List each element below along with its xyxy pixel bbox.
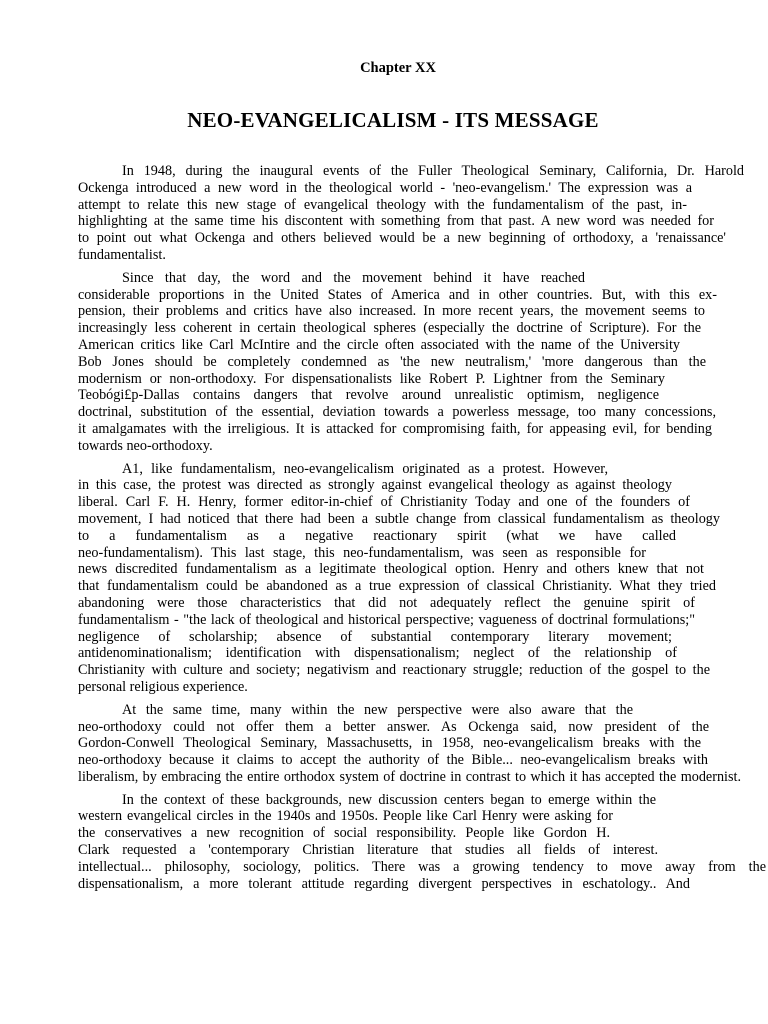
text-line: pension, their problems and critics have also increased. In more recent years, the movement seems to xyxy=(78,303,705,320)
text-line: dispensationalism, a more tolerant attitude regarding divergent perspectives in eschatology.. And xyxy=(78,875,690,892)
text-line: neo-orthodoxy because it claims to accept the authority of the Bible... neo-evangelicalism breaks with xyxy=(78,752,708,769)
paragraph-5 xyxy=(78,792,768,893)
paragraph-3 xyxy=(78,461,768,696)
text-line: it amalgamates with the irreligious. It is attacked for compromising faith, for appeasing evil, for bending xyxy=(78,420,712,437)
text-line: to a fundamentalism as a negative reactionary spirit (what we have called xyxy=(78,527,676,544)
text-line: Christianity with culture and society; negativism and reactionary struggle; reduction of the gospel to the xyxy=(78,662,710,679)
text-line: Clark requested a 'contemporary Christian literature that studies all fields of interest. xyxy=(78,842,658,859)
text-line: news discredited fundamentalism as a legitimate theological option. Henry and others knew that not xyxy=(78,561,704,578)
text-line: Teobógi£p-Dallas contains dangers that revolve around unrealistic optimism, negligence xyxy=(78,387,659,404)
text-line: Ockenga introduced a new word in the theological world - 'neo-evangelism.' The expression was a xyxy=(78,179,692,196)
text-line: to point out what Ockenga and others believed would be a new beginning of orthodoxy, a 'renaissance' xyxy=(78,230,726,247)
text-line: increasingly less coherent in certain theological spheres (especially the doctrine of Scripture). For the xyxy=(78,320,701,337)
text-line: considerable proportions in the United States of America and in other countries. But, with this ex- xyxy=(78,286,717,303)
text-line: Gordon-Conwell Theological Seminary, Massachusetts, in 1958, neo-evangelicalism breaks with the xyxy=(78,735,701,752)
text-line: Bob Jones should be completely condemned as 'the new neutralism,' 'more dangerous than the xyxy=(78,353,706,370)
page-title: NEO-EVANGELICALISM - ITS MESSAGE xyxy=(187,108,599,132)
text-line: abandoning were those characteristics that did not adequately reflect the genuine spirit of xyxy=(78,594,695,611)
text-line: At the same time, many within the new perspective were also aware that the xyxy=(122,701,633,718)
text-line: intellectual... philosophy, sociology, politics. There was a growing tendency to move away from the xyxy=(78,858,766,875)
text-line: In the context of these backgrounds, new discussion centers began to emerge within the xyxy=(122,791,656,808)
text-line: fundamentalism - "the lack of theological and historical perspective; vagueness of doctrinal formulations;" xyxy=(78,611,695,628)
text-line: movement, I had noticed that there had been a subtle change from classical fundamentalism as theology xyxy=(78,510,720,527)
text-line: liberal. Carl F. H. Henry, former editor-in-chief of Christianity Today and one of the founders of xyxy=(78,494,690,511)
text-line: A1, like fundamentalism, neo-evangelicalism originated as a protest. However, xyxy=(122,460,608,477)
text-line: highlighting at the same time his discontent with something from that past. A new word was needed for xyxy=(78,213,714,230)
text-line: fundamentalist. xyxy=(78,246,166,263)
paragraph-4 xyxy=(78,702,768,786)
text-line: western evangelical circles in the 1940s and 1950s. People like Carl Henry were asking for xyxy=(78,808,613,825)
document-body xyxy=(78,163,768,898)
text-line: modernism or non-orthodoxy. For dispensationalists like Robert P. Lightner from the Seminary xyxy=(78,370,665,387)
text-line: personal religious experience. xyxy=(78,678,248,695)
text-line: that fundamentalism could be abandoned as a true expression of classical Christianity. What they tried xyxy=(78,578,716,595)
text-line: in this case, the protest was directed as strongly against evangelical theology as against theology xyxy=(78,477,672,494)
text-line: the conservatives a new recognition of social responsibility. People like Gordon H. xyxy=(78,825,610,842)
text-line: American critics like Carl McIntire and the circle often associated with the name of the University xyxy=(78,336,680,353)
paragraph-2 xyxy=(78,270,768,455)
chapter-label: Chapter XX xyxy=(360,60,436,76)
text-line: neo-orthodoxy could not offer them a better answer. As Ockenga said, now president of the xyxy=(78,718,709,735)
text-line: liberalism, by embracing the entire orthodox system of doctrine in contrast to which it has accepted the modernist. xyxy=(78,768,741,785)
text-line: negligence of scholarship; absence of substantial contemporary literary movement; xyxy=(78,628,672,645)
text-line: attempt to relate this new stage of evangelical theology with the fundamentalism of the past, in- xyxy=(78,196,687,213)
text-line: doctrinal, substitution of the essential, deviation towards a powerless message, too many concessions, xyxy=(78,404,716,421)
text-line: antidenominationalism; identification with dispensationalism; neglect of the relationship of xyxy=(78,645,677,662)
text-line: In 1948, during the inaugural events of the Fuller Theological Seminary, California, Dr. Harold xyxy=(122,163,744,179)
text-line: Since that day, the word and the movement behind it have reached xyxy=(122,269,585,286)
text-line: towards neo-orthodoxy. xyxy=(78,437,213,454)
paragraph-1 xyxy=(78,163,768,264)
text-line: neo-fundamentalism). This last stage, this neo-fundamentalism, was seen as responsible for xyxy=(78,544,646,561)
